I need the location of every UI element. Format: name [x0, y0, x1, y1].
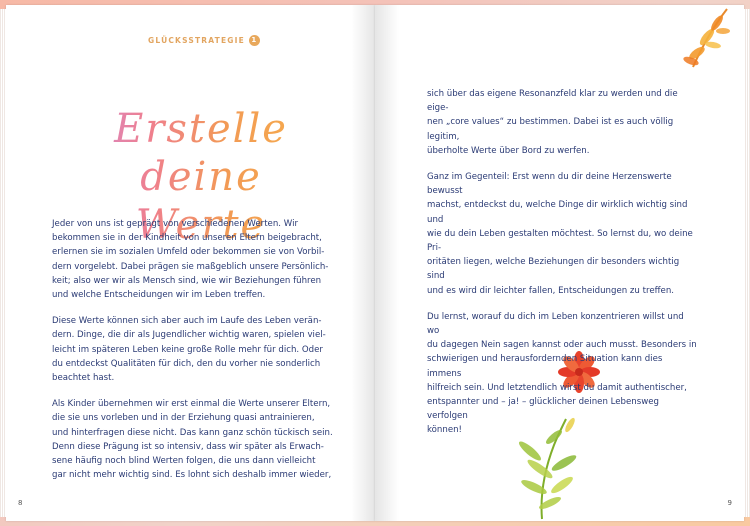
gutter-shadow-right — [375, 5, 399, 521]
right-body-text — [427, 87, 697, 450]
paragraph: Du lernst, worauf du dich im Leben konzentrieren willst und wo du dagegen Nein sagen kannst oder auch musst. Besonders in schwierigen und herausfordernden Situation kann dies immens hilfreich sein. Und letztendlich wirst du damit authentischer, entspannter und – ja! – glücklicher deinen Lebensweg verfolgen können! — [427, 311, 697, 436]
right-page — [375, 5, 744, 521]
paragraph: Als Kinder übernehmen wir erst einmal die Werte unserer Eltern, die sie uns vorleben und in der Erziehung quasi antrainieren, und hinterfragen diese nicht. Das kann ganz schön tückisch sein. Denn diese Prägung ist so intensiv, dass wir später als Erwach- sene häufig noch blind Werten folgen, die uns dann vielleicht gar nicht mehr wichtig sind. Es lohnt sich deshalb immer wieder, — [52, 399, 333, 481]
book-spread — [6, 5, 744, 521]
chapter-number-badge: 1 — [249, 35, 260, 46]
left-body-text — [52, 217, 336, 494]
chapter-header-label: GLÜCKSSTRATEGIE — [148, 36, 245, 45]
title-line-2: deine Werte — [135, 154, 267, 248]
page-number-left: 8 — [18, 499, 23, 507]
paragraph: Ganz im Gegenteil: Erst wenn du dir deine Herzenswerte bewusst machst, entdeckst du, welche Dinge dir wirklich wichtig sind und wie du dein Leben gestalten möchtest. So lernst du, wo deine Pri- oritäten liegen, welche Beziehungen dir besonders wichtig sind und es wird dir leichter fallen, Entscheidungen zu treffen. — [427, 172, 693, 296]
title-line-1: Erstelle — [114, 106, 288, 152]
page-number-right: 9 — [727, 499, 732, 507]
paragraph: Diese Werte können sich aber auch im Laufe des Leben verän- dern. Dinge, die dir als Jugendlicher wichtig waren, spielen viel- leicht im späteren Leben keine große Rolle mehr für dich. Oder du entdeckst Qualitäten für dich, den du vorher nie sonderlich beachtet hast. — [52, 316, 326, 384]
gutter-shadow-left — [351, 5, 375, 521]
left-page — [6, 5, 375, 521]
paragraph: sich über das eigene Resonanzfeld klar zu werden und die eige- nen „core values“ zu bestimmen. Dabei ist es auch völlig legitim, überholte Werte über Bord zu werfen. — [427, 89, 678, 156]
page-edges-right — [744, 9, 750, 517]
chapter-header — [148, 35, 260, 46]
page-edges-left — [0, 9, 6, 517]
orange-leaf-sprig-illustration — [675, 5, 735, 69]
paragraph: Jeder von uns ist geprägt von verschiedenen Werten. Wir bekommen sie in der Kindheit von unseren Eltern beigebracht, erlernen sie im sozialen Umfeld oder bekommen sie von Vorbil- dern vorgelebt. Dabei prägen sie maßgeblich unsere Persönlich- keit; also wer wir als Mensch sind, wie wir Beziehungen führen und welche Entscheidungen wir im Leben treffen. — [52, 219, 329, 301]
